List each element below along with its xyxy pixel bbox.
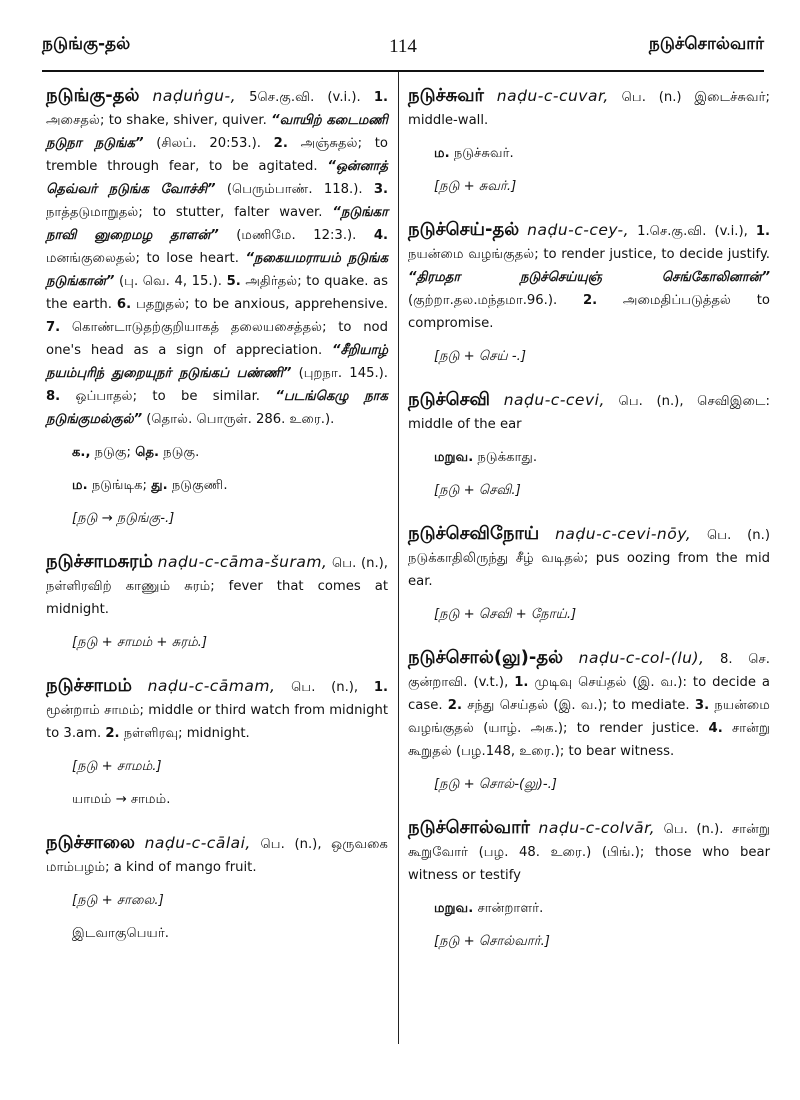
sense-number: 2. <box>447 698 462 713</box>
etymology: [நடு + செய் -.] <box>434 349 526 364</box>
sense-text: அதிர்தல்; to quake. as the earth. <box>46 274 388 312</box>
grammar: 8. செ. குன்றாவி. (v.t.), <box>408 652 770 690</box>
headword: நடுச்செவிநோய் <box>408 523 540 544</box>
entry-naduccalai <box>46 831 388 945</box>
entry-definition <box>408 84 770 132</box>
sense-number: 3. <box>373 182 389 197</box>
entry-naduccolvar <box>408 816 770 953</box>
entry-naduccuvar <box>408 84 770 198</box>
etymology: [நடு + செவி + நோய்.] <box>434 607 577 622</box>
sense-number: 2. <box>582 293 598 308</box>
headword: நடுச்சுவர் <box>408 85 484 106</box>
header-last-headword: நடுச்சொல்வார் <box>648 34 764 54</box>
cognate-word: நடுங்டிக; <box>87 478 147 493</box>
synonym-word: சான்றாளர். <box>473 901 544 916</box>
entry-definition <box>46 550 388 621</box>
cognate-word: நடுகுணி. <box>167 478 228 493</box>
sense-number: 1. <box>373 680 388 695</box>
sense-number: 2. <box>273 136 288 151</box>
transliteration: naḍu-c-cevi, <box>503 391 605 409</box>
sense-number: 4. <box>708 721 723 736</box>
sense-text: ஒப்பாதல்; to be similar. <box>60 389 276 404</box>
etymology: [நடு + செவி.] <box>434 483 521 498</box>
citation: (பெரும்பாண். 118.). <box>215 182 374 197</box>
headword: நடுச்சாமம் <box>46 675 132 696</box>
entry-definition <box>46 674 388 745</box>
etymology: [நடு → நடுங்கு-.] <box>72 511 175 526</box>
citation: (பு. வெ. 4, 15.). <box>114 274 227 289</box>
entry-nadukkcevi <box>408 388 770 502</box>
cognates-line <box>72 474 388 497</box>
sense-text: நள்ளிரவு; midnight. <box>119 726 250 741</box>
citation: (தொல். பொருள். 286. உரை.). <box>142 412 335 427</box>
etymology: [நடு + சொல்-(லு)-.] <box>434 777 557 792</box>
sense-text: மனங்குலைதல்; to lose heart. <box>46 251 246 266</box>
left-column <box>46 84 388 965</box>
headword: நடுங்கு-தல் <box>46 85 140 106</box>
cognate-word: நடுகு. <box>159 445 200 460</box>
cognate-word: நடுச்சுவர். <box>449 146 514 161</box>
sense-text: முடிவு செய்தல் (இ. வ.): to decide a case. <box>408 675 770 713</box>
synonym-line <box>434 897 770 920</box>
sense-text: அமைதிப்படுத்தல் to compromise. <box>408 293 770 331</box>
grammar: 5செ.கு.வி. (v.i.). <box>236 90 361 105</box>
cognate-language: தெ. <box>135 445 160 460</box>
definition-text: பெ. (n.), ஒருவகை மாம்பழம்; a kind of mango fruit. <box>46 837 388 875</box>
transliteration: naḍu-c-cuvar, <box>496 87 609 105</box>
transliteration: naḍu-c-cāma-šuram, <box>157 553 328 571</box>
cross-reference: யாமம் → சாமம். <box>72 792 171 807</box>
cognates-line <box>72 441 388 464</box>
quotation: “சீறியாழ் நயம்புரிந் துறையுநர் நடுங்கப் பண்ணி” <box>46 343 388 381</box>
transliteration: naḍu-c-cey-, <box>527 221 630 239</box>
entry-naduccamam <box>46 674 388 811</box>
sense-number: 1. <box>373 90 389 105</box>
entry-definition <box>408 646 770 763</box>
citation: (சிலப். 20:53.). <box>143 136 274 151</box>
sense-number: 1. <box>755 224 770 239</box>
quotation: “ஒன்னாத் தெவ்வர் நடுங்க வோச்சி” <box>46 159 388 197</box>
sense-text: கொண்டாடுதற்குறியாகத் தலையசைத்தல்; to nod one's head as a sign of appreciation. <box>46 320 388 358</box>
cognate-language: ம. <box>72 478 88 493</box>
citation: (புறநா. 145.). <box>291 366 388 381</box>
cognates-line <box>434 142 770 165</box>
transliteration: naḍu-c-cālai, <box>144 834 251 852</box>
sense-number: 1. <box>514 675 529 690</box>
sense-text: சந்து செய்தல் (இ. வ.); to mediate. <box>461 698 695 713</box>
definition-text: பெ. (n.) நடுக்காதிலிருந்து சீழ் வடிதல்; pus oozing from the mid ear. <box>408 528 770 589</box>
cognate-word: நடுகு; <box>90 445 131 460</box>
cognate-language: க., <box>72 445 91 460</box>
entry-definition <box>408 522 770 593</box>
usage-note: இடவாகுபெயர். <box>72 926 169 941</box>
definition-text: பெ. (n.), செவிஇடை: middle of the ear <box>408 394 770 432</box>
grammar: பெ. (n.), <box>275 680 359 695</box>
sense-text: நாத்தடுமாறுதல்; to stutter, falter waver. <box>46 205 333 220</box>
synonym-word: நடுக்காது. <box>473 450 538 465</box>
entry-naduccollutal <box>408 646 770 796</box>
headword: நடுச்சாலை <box>46 832 135 853</box>
headword: நடுச்செய்-தல் <box>408 219 520 240</box>
entry-naducceytal <box>408 218 770 368</box>
headword: நடுச்சொல்(லு)-தல் <box>408 647 564 668</box>
page-header <box>42 34 764 64</box>
synonym-label: மறுவ. <box>434 450 474 465</box>
definition-text: பெ. (n.), நள்ளிரவிற் காணும் சுரம்; fever that comes at midnight. <box>46 556 388 617</box>
sense-number: 3. <box>694 698 710 713</box>
headword: நடுச்சாமசுரம் <box>46 551 153 572</box>
sense-number: 8. <box>46 389 61 404</box>
citation: (மணிமே. 12:3.). <box>218 228 374 243</box>
headword: நடுச்சொல்வார் <box>408 817 530 838</box>
sense-number: 2. <box>105 726 120 741</box>
transliteration: naḍuṅgu-, <box>152 87 237 105</box>
entry-definition <box>408 388 770 436</box>
citation: (குற்றா.தல.மந்தமா.96.). <box>408 293 583 308</box>
entry-definition <box>408 218 770 335</box>
quotation: “வாயிற் கடைமணி நடுநா நடுங்க” <box>46 113 388 151</box>
etymology: [நடு + சாமம் + சுரம்.] <box>72 635 208 650</box>
definition-text: பெ. (n.). சான்று கூறுவோர் (பழ. 48. உரை.) (பிங்.); those who bear witness or testify <box>408 822 770 883</box>
sense-text: அஞ்சுதல்; to tremble through fear, to be agitated. <box>46 136 389 174</box>
sense-text: நயன்மை வழங்குதல்; to render justice, to decide justify. <box>408 247 770 262</box>
quotation: “திரமதா நடுச்செய்யுஞ் செங்கோலினான்” <box>408 270 770 285</box>
header-rule <box>42 70 764 72</box>
grammar: 1.செ.கு.வி. (v.i.), <box>629 224 756 239</box>
entry-naduccamasuram <box>46 550 388 654</box>
header-first-headword: நடுங்கு-தல் <box>42 34 131 54</box>
sense-text: நயன்மை வழங்குதல் (யாழ். அக.); to render justice. <box>408 698 771 736</box>
synonym-label: மறுவ. <box>434 901 474 916</box>
transliteration: naḍu-c-col-(lu), <box>578 649 705 667</box>
entry-nadukkcevinoy <box>408 522 770 626</box>
right-column <box>408 84 770 973</box>
cognate-language: ம. <box>434 146 450 161</box>
entry-nadungu-tal <box>46 84 388 530</box>
etymology: [நடு + சொல்வார்.] <box>434 934 550 949</box>
column-divider <box>398 72 399 1044</box>
sense-text: மூன்றாம் சாமம்; middle or third watch from midnight to 3.am. <box>46 703 388 741</box>
etymology: [நடு + சுவர்.] <box>434 179 517 194</box>
transliteration: naḍu-c-colvār, <box>538 819 656 837</box>
quotation: “படங்கெழு நாக நடுங்குமல்குல்” <box>46 389 388 427</box>
sense-text: அசைதல்; to shake, shiver, quiver. <box>46 113 267 128</box>
cognate-language: து. <box>151 478 168 493</box>
synonym-line <box>434 446 770 469</box>
page-number: 114 <box>389 36 417 57</box>
sense-text: பதறுதல்; to be anxious, apprehensive. <box>131 297 388 312</box>
sense-text: சான்று கூறுதல் (பழ.148, உரை.); to bear witness. <box>408 721 770 759</box>
quotation: “நடுங்கா நாவி னுறைமழ தாளன்” <box>46 205 388 243</box>
sense-number: 6. <box>116 297 132 312</box>
transliteration: naḍu-c-cāmam, <box>147 677 276 695</box>
definition-text: பெ. (n.) இடைச்சுவர்; middle-wall. <box>408 90 770 128</box>
sense-number: 7. <box>46 320 61 335</box>
quotation: “நகையமராயம் நடுங்க நடுங்கான்” <box>46 251 388 289</box>
entry-definition <box>46 84 388 431</box>
etymology: [நடு + சாமம்.] <box>72 759 162 774</box>
headword: நடுச்செவி <box>408 389 491 410</box>
entry-definition <box>46 831 388 879</box>
sense-number: 4. <box>373 228 388 243</box>
sense-number: 5. <box>226 274 241 289</box>
entry-definition <box>408 816 770 887</box>
etymology: [நடு + சாலை.] <box>72 893 164 908</box>
transliteration: naḍu-c-cevi-nōy, <box>555 525 692 543</box>
